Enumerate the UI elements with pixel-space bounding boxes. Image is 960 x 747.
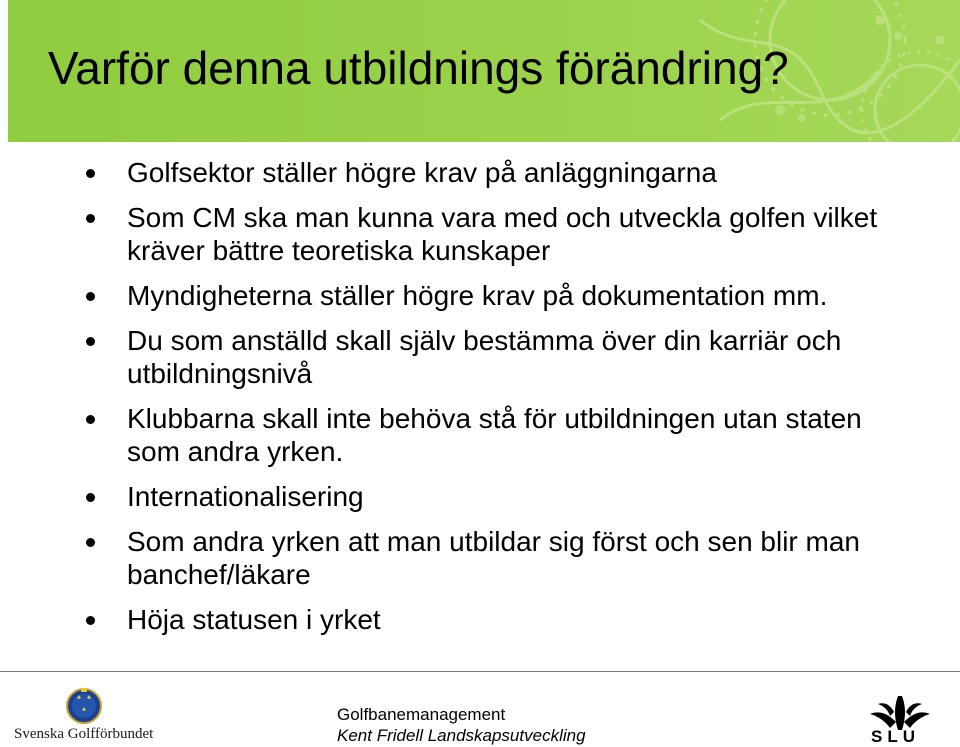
bullet-item xyxy=(84,279,894,312)
bullet-dot-icon xyxy=(86,169,95,178)
bullet-item xyxy=(84,156,894,189)
bullet-text: Internationalisering xyxy=(127,481,364,512)
bullet-dot-icon xyxy=(86,493,95,502)
footer-divider xyxy=(0,671,960,672)
bullet-text: Klubbarna skall inte behöva stå för utbildningen utan staten som andra yrken. xyxy=(127,403,862,467)
bullet-item xyxy=(84,402,894,468)
bullet-dot-icon xyxy=(86,214,95,223)
slu-logo-text: SLU xyxy=(871,727,920,746)
bullet-text: Som andra yrken att man utbildar sig först och sen blir man banchef/läkare xyxy=(127,526,861,590)
bullet-text: Golfsektor ställer högre krav på anläggningarna xyxy=(127,157,717,188)
bullet-list xyxy=(84,156,894,648)
title-banner xyxy=(8,0,960,142)
footer-credits xyxy=(337,704,586,746)
bullet-item xyxy=(84,525,894,591)
svenska-golfforbundet-text: Svenska Golfförbundet xyxy=(14,726,154,742)
bullet-text: Höja statusen i yrket xyxy=(127,604,381,635)
bullet-item xyxy=(84,480,894,513)
bullet-dot-icon xyxy=(86,538,95,547)
bullet-dot-icon xyxy=(86,616,95,625)
golf-federation-crest-icon xyxy=(66,686,102,726)
bullet-text: Som CM ska man kunna vara med och utveckla golfen vilket kräver bättre teoretiska kunskaper xyxy=(127,202,878,266)
footer-author: Kent Fridell Landskapsutveckling xyxy=(337,726,586,745)
slide-title: Varför denna utbildnings förändring? xyxy=(48,42,789,94)
bullet-item xyxy=(84,201,894,267)
bullet-dot-icon xyxy=(86,337,95,346)
bullet-text: Myndigheterna ställer högre krav på dokumentation mm. xyxy=(127,280,828,311)
bullet-dot-icon xyxy=(86,292,95,301)
bullet-item xyxy=(84,324,894,390)
bullet-dot-icon xyxy=(86,415,95,424)
bullet-item xyxy=(84,603,894,636)
bullet-text: Du som anställd skall själv bestämma över din karriär och utbildningsnivå xyxy=(127,325,842,389)
footer-course-name: Golfbanemanagement xyxy=(337,705,506,724)
svenska-golfforbundet-logo xyxy=(14,686,154,744)
